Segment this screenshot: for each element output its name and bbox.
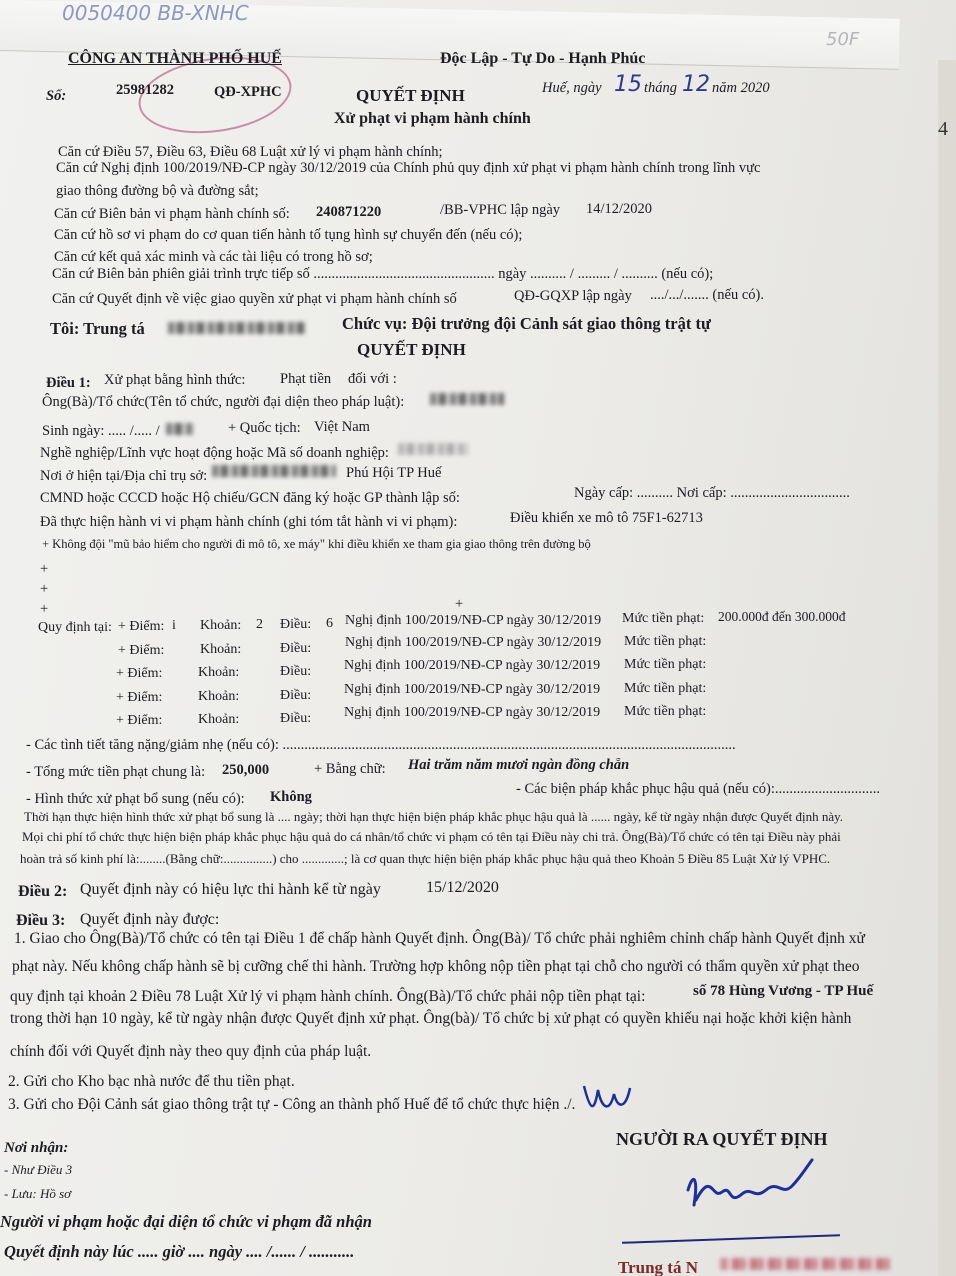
payment-place: số 78 Hùng Vương - TP Huế <box>693 983 874 999</box>
receipt-line: Người vi phạm hoặc đại diện tổ chức vi phạm đã nhận <box>0 1212 372 1231</box>
receipt-line: Quyết định này lúc ..... giờ .... ngày .... /...... / ........... <box>4 1242 355 1261</box>
initials <box>580 1080 634 1120</box>
month-label: tháng <box>644 80 678 96</box>
plus-mark: + <box>40 561 49 577</box>
nationality-label: + Quốc tịch: <box>228 420 301 436</box>
address-tail: Phú Hội TP Huế <box>346 465 442 481</box>
preamble-line: Căn cứ hồ sơ vi phạm do cơ quan tiến hành tố tụng hình sự chuyển đến (nếu có); <box>54 227 523 243</box>
deadline-line: Mọi chi phí tổ chức thực hiện biện pháp khắc phục hậu quả do cá nhân/tổ chức vi phạm có tên tại Điều này chi trả. Ông(Bà)/Tổ chức có tên tại Điều này phải <box>22 829 841 844</box>
penalty-form: Phạt tiền <box>280 371 332 387</box>
article-2-label: Điều 2: <box>18 883 68 900</box>
officer-rank: Tôi: Trung tá <box>50 319 145 338</box>
document-sheet: 0050400 BB-XNHC 50F 4 CÔNG AN THÀNH PHỐ HUẾ Độc Lập - Tự Do - Hạnh Phúc Số: 25981282 QĐ-XPHC QUYẾT ĐỊNH Huế, ngày 15 tháng 12 năm 2020 Xử phạt vi phạm hành chính Căn cứ Điều 57, Điều 63, Điều 68 Luật xử lý vi phạm hành chính; Căn cứ Nghị định 100/2019/NĐ-CP ngày 30/12/2019 của Chính phủ quy định xử phạt vi phạm hành chính trong lĩnh vực giao thông đường bộ và đường sắt; Căn cứ Biên bản vi phạm hành chính số: 240871220 /BB-VPHC lập ngày 14/12/2020 Căn cứ hồ sơ vi phạm do cơ quan tiến hành tố tụng hình sự chuyển đến (nếu có); Căn cứ kết quả xác minh và các tài liệu có trong hồ sơ; Căn cứ Biên bản phiên giải trình trực tiếp số .................................................. ngày .......... / ......... / .......... (nếu có); Căn cứ Quyết định về việc giao quyền xử phạt vi phạm hành chính số QĐ-GQXP lập ngày ..../.../....... (nếu có). Tôi: Trung tá Chức vụ: Đội trưởng đội Cảnh sát giao thông trật tự QUYẾT ĐỊNH Điều 1: Xử phạt bằng hình thức: Phạt tiền đối với : Ông(Bà)/Tổ chức(Tên tổ chức, người đại diện theo pháp luật): Sinh ngày: ..... /..... / + Quốc tịch: Việt Nam Nghề nghiệp/Lĩnh vực hoạt động hoặc Mã số doanh nghiệp: Nơi ở hiện tại/Địa chỉ trụ sở: Phú Hội TP Huế CMND hoặc CCCD hoặc Hộ chiếu/GCN đăng ký hoặc GP thành lập số: Ngày cấp: .......... Nơi cấp: ................................. Đã thực hiện hành vi vi phạm hành chính (ghi tóm tắt hành vi vi phạm): Điều khiển xe mô tô 75F1-62713 + Không đội "mũ bảo hiểm cho người đi mô tô, xe máy" khi điều khiển xe tham gia giao thông trên đường bộ + + + + Quy định tại: + Điểm: i Khoản: 2 Điều: 6 Nghị định 100/2019/NĐ-CP ngày 30/12/2019 Mức tiền phạt: 200.000đ đến 300.000đ + Điểm: Khoản: Điều: Nghị định 100/2019/NĐ-CP ngày 30/12/2019 Mức tiền phạt: + Điểm: Khoản: Điều: Nghị định 100/2019/NĐ-CP ngày 30/12/2019 Mức tiền phạt: + Điểm: Khoản: Điều: Nghị định 100/2019/NĐ-CP ngày 30/12/2019 Mức tiền phạt: + Điểm: Khoản: Điều: Nghị định 100/2019/NĐ-CP ngày 30/12/2019 Mức tiền phạt: - Các tình tiết tăng nặng/giảm nhẹ (nếu có): ............................................................................................................................. - Tổng mức tiền phạt chung là: 250,000 + Bằng chữ: Hai trăm năm mươi ngàn đồng chẵn - Hình thức xử phạt bổ sung (nếu có): Không - Các biện pháp khắc phục hậu quả (nếu có):............................. Thời hạn thực hiện hình thức xử phạt bổ sung là .... ngày; thời hạn thực hiện biện pháp khắc phục hậu quả là ...... ngày, kể từ ngày nhận được Quyết định này. Mọi chi phí tổ chức thực hiện biện pháp khắc phục hậu quả do cá nhân/tổ chức vi phạm có tên tại Điều này chi trả. Ông(Bà)/Tổ chức có tên tại Điều này phải hoàn trả số kinh phí là:........(Bằng chữ:...............) cho .............; là cơ quan thực hiện biện pháp khắc phục hậu quả theo Khoản 5 Điều 85 Luật Xử lý VPHC. Điều 2: Quyết định này có hiệu lực thi hành kể từ ngày 15/12/2020 Điều 3: Quyết định này được: 1. Giao cho Ông(Bà)/Tổ chức có tên tại Điều 1 để chấp hành Quyết định. Ông(Bà)/ Tổ chức phải nghiêm chỉnh chấp hành Quyết định xử phạt này. Nếu không chấp hành sẽ bị cưỡng chế thi hành. Trường hợp không nộp tiền phạt tại chỗ cho người có thẩm quyền xử phạt theo quy định tại khoản 2 Điều 78 Luật Xử lý vi phạm hành chính. Ông(Bà)/Tổ chức phải nộp tiền phạt tại: số 78 Hùng Vương - TP Huế trong thời hạn 10 ngày, kể từ ngày nhận được Quyết định xử phạt. Ông(bà)/ Tổ chức bị xử phạt có quyền khiếu nại hoặc khởi kiện hành chính đối với Quyết định này theo quy định của pháp luật. 2. Gửi cho Kho bạc nhà nước để thu tiền phạt. 3. Gửi cho Đội Cảnh sát giao thông trật tự - Công an thành phố Huế để tổ chức thực hiện ./. Nơi nhận: - Như Điều 3 - Lưu: Hồ sơ NGƯỜI RA QUYẾT ĐỊNH Người vi phạm hoặc đại diện tổ chức vi phạm đã nhận Quyết định này lúc ..... giờ .... ngày .... /...... / ........... Trung tá N <box>0 0 956 1276</box>
redacted-birth-year <box>166 423 194 435</box>
date-day: 15 <box>614 72 642 97</box>
article-3-label: Điều 3: <box>16 912 66 929</box>
regulation-label: Quy định tại: <box>38 620 112 635</box>
redacted-occupation <box>398 443 468 455</box>
article-3-line: 1. Giao cho Ông(Bà)/Tổ chức có tên tại Điều 1 để chấp hành Quyết định. Ông(Bà)/ Tổ chức phải nghiêm chỉnh chấp hành Quyết định xử <box>14 930 865 947</box>
number-label: Số: <box>46 88 67 104</box>
signer-name: Trung tá N <box>618 1258 698 1276</box>
occupation-label: Nghề nghiệp/Lĩnh vực hoạt động hoặc Mã số doanh nghiệp: <box>40 445 389 461</box>
article-3-line: 3. Gửi cho Đội Cảnh sát giao thông trật tự - Công an thành phố Huế để tổ chức thực hiện ./. <box>8 1096 576 1113</box>
preamble-line: Căn cứ Biên bản phiên giải trình trực tiếp số .................................................. ngày .......... / ......... / .......... (nếu có); <box>52 266 714 282</box>
signer-title: NGƯỜI RA QUYẾT ĐỊNH <box>616 1129 828 1149</box>
document-subtitle: Xử phạt vi phạm hành chính <box>334 110 531 127</box>
article-3-text: Quyết định này được: <box>80 911 220 928</box>
date-year: năm 2020 <box>712 80 770 96</box>
page-edge <box>938 60 956 1276</box>
officer-position: Chức vụ: Đội trưởng đội Cảnh sát giao thông trật tự <box>342 314 711 333</box>
article-1-text: Xử phạt bằng hình thức: <box>104 372 246 388</box>
deadline-line: Thời hạn thực hiện hình thức xử phạt bổ sung là .... ngày; thời hạn thực hiện biện pháp khắc phục hậu quả là ...... ngày, kể từ ngày nhận được Quyết định này. <box>24 809 843 824</box>
total-amount: 250,000 <box>222 762 270 778</box>
violation-detail: + Không đội "mũ bảo hiểm cho người đi mô tô, xe máy" khi điều khiển xe tham gia giao thông trên đường bộ <box>42 537 591 551</box>
violation-label: Đã thực hiện hành vi vi phạm hành chính (ghi tóm tắt hành vi vi phạm): <box>40 514 458 530</box>
violation-summary: Điều khiển xe mô tô 75F1-62713 <box>510 510 703 526</box>
preamble-line: Căn cứ kết quả xác minh và các tài liệu có trong hồ sơ; <box>54 249 373 265</box>
against-label: đối với : <box>348 371 397 387</box>
corner-mark: 50F <box>826 29 860 50</box>
record-date: 14/12/2020 <box>586 201 653 217</box>
article-2-text: Quyết định này có hiệu lực thi hành kể từ ngày <box>80 881 381 898</box>
date-prefix: Huế, ngày <box>542 80 602 96</box>
decision-number: 25981282 <box>116 82 174 98</box>
words-label: + Bằng chữ: <box>314 761 386 777</box>
margin-number: 4 <box>938 118 948 140</box>
article-3-line: trong thời hạn 10 ngày, kể từ ngày nhận được Quyết định xử phạt. Ông(bà)/ Tổ chức bị xử phạt có quyền khiếu nại hoặc khởi kiện hành <box>10 1010 852 1027</box>
deadline-line: hoàn trả số kinh phí là:........(Bằng chữ:...............) cho .............; là cơ quan thực hiện biện pháp khắc phục hậu quả theo Khoản 5 Điều 85 Luật Xử lý VPHC. <box>20 851 831 866</box>
delegation-suffix: QĐ-GQXP lập ngày <box>514 288 632 304</box>
dob-label: Sinh ngày: ..... /..... / <box>42 423 160 439</box>
remedy-line: - Các biện pháp khắc phục hậu quả (nếu có):............................. <box>516 781 881 797</box>
article-3-line: quy định tại khoản 2 Điều 78 Luật Xử lý vi phạm hành chính. Ông(Bà)/Tổ chức phải nộp tiền phạt tại: <box>10 988 646 1005</box>
article-1-label: Điều 1: <box>46 375 91 391</box>
document-title: QUYẾT ĐỊNH <box>356 86 465 105</box>
recipients-label: Nơi nhận: <box>4 1140 69 1156</box>
preamble-line: giao thông đường bộ và đường sắt; <box>56 183 259 199</box>
additional-value: Không <box>270 789 312 805</box>
signature-rule <box>622 1234 840 1244</box>
redacted-person-name <box>430 393 504 405</box>
plus-mark: + <box>40 601 49 617</box>
preamble-line: Căn cứ Điều 57, Điều 63, Điều 68 Luật xử lý vi phạm hành chính; <box>58 144 443 160</box>
preamble-line: Căn cứ Biên bản vi phạm hành chính số: <box>54 206 290 222</box>
national-motto: Độc Lập - Tự Do - Hạnh Phúc <box>440 50 646 67</box>
record-suffix: /BB-VPHC lập ngày <box>440 202 561 218</box>
redacted-signer-name <box>720 1258 890 1270</box>
preamble-line: Căn cứ Nghị định 100/2019/NĐ-CP ngày 30/12/2019 của Chính phủ quy định xử phạt vi phạm hành chính trong lĩnh vực <box>56 160 761 176</box>
amount-in-words: Hai trăm năm mươi ngàn đồng chẵn <box>408 757 630 773</box>
article-3-line: phạt này. Nếu không chấp hành sẽ bị cưỡng chế thi hành. Trường hợp không nộp tiền phạt tại chỗ cho người có thẩm quyền xử phạt theo <box>12 958 860 975</box>
circumstances: - Các tình tiết tăng nặng/giảm nhẹ (nếu có): ............................................................................................................................. <box>26 737 736 753</box>
nationality: Việt Nam <box>314 419 370 435</box>
person-label: Ông(Bà)/Tổ chức(Tên tổ chức, người đại diện theo pháp luật): <box>42 394 405 410</box>
address-label: Nơi ở hiện tại/Địa chỉ trụ sở: <box>40 468 208 484</box>
signature <box>682 1150 822 1220</box>
id-label: CMND hoặc CCCD hoặc Hộ chiếu/GCN đăng ký hoặc GP thành lập số: <box>40 490 460 506</box>
article-3-line: 2. Gửi cho Kho bạc nhà nước để thu tiền phạt. <box>8 1073 295 1090</box>
recipient-item: - Lưu: Hồ sơ <box>4 1186 72 1201</box>
plus-mark: + <box>455 596 464 612</box>
effective-date: 15/12/2020 <box>426 879 499 896</box>
total-label: - Tổng mức tiền phạt chung là: <box>26 764 206 780</box>
date-month: 12 <box>682 72 710 97</box>
decision-number-suffix: QĐ-XPHC <box>214 84 282 100</box>
preamble-line: Căn cứ Quyết định về việc giao quyền xử phạt vi phạm hành chính số <box>52 291 457 307</box>
record-number: 240871220 <box>316 204 382 220</box>
decision-heading: QUYẾT ĐỊNH <box>357 340 466 359</box>
additional-label: - Hình thức xử phạt bổ sung (nếu có): <box>26 791 245 807</box>
handwritten-serial: 0050400 BB-XNHC <box>62 1 249 25</box>
article-3-line: chính đối với Quyết định này theo quy định của pháp luật. <box>10 1043 372 1060</box>
plus-mark: + <box>40 581 49 597</box>
delegation-date: ..../.../....... (nếu có). <box>650 287 764 303</box>
agency-name: CÔNG AN THÀNH PHỐ HUẾ <box>68 50 282 67</box>
issue-date: Ngày cấp: .......... Nơi cấp: ................................. <box>574 485 850 501</box>
redacted-address <box>212 465 336 477</box>
recipient-item: - Như Điều 3 <box>4 1162 73 1177</box>
redacted-officer-name <box>168 322 306 334</box>
